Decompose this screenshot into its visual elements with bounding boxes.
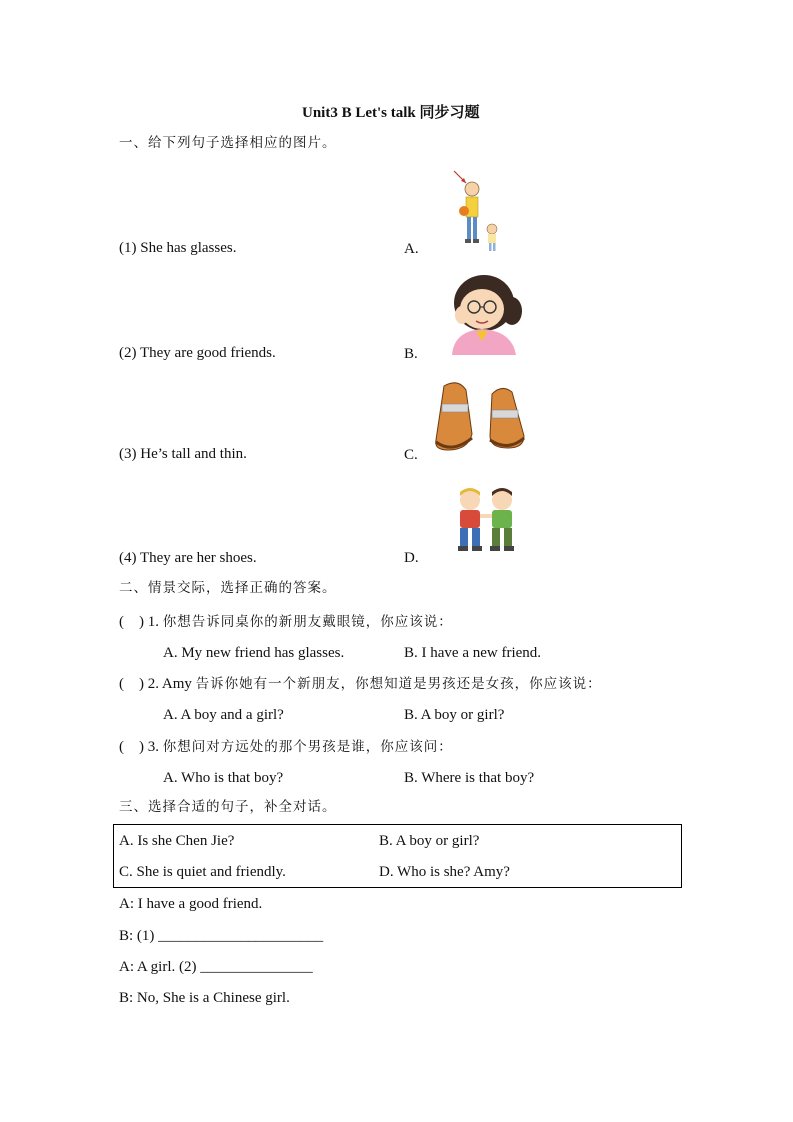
- question-2-prefix: ( ) 2. Amy: [119, 676, 196, 692]
- section3-heading: 三、选择合适的句子，补全对话。: [119, 799, 337, 815]
- question-2-option-a: A. A boy and a girl?: [163, 707, 284, 723]
- sentence-1: (1) She has glasses.: [119, 240, 237, 256]
- shoes-icon: [428, 374, 530, 456]
- option-a-label: A.: [404, 241, 419, 257]
- section2-heading: 二、情景交际，选择正确的答案。: [119, 580, 337, 596]
- dialogue-line-1: A: I have a good friend.: [119, 896, 263, 912]
- question-1-option-a: A. My new friend has glasses.: [163, 645, 345, 661]
- tall-thin-boy-icon: [448, 169, 504, 255]
- option-c-label: C.: [404, 447, 418, 463]
- choice-c: C. She is quiet and friendly.: [119, 864, 286, 880]
- option-d-label: D.: [404, 550, 419, 566]
- question-1-prefix: ( ) 1.: [119, 614, 163, 630]
- choice-b: B. A boy or girl?: [379, 833, 480, 849]
- dialogue-line-2: B: (1) ______________________: [119, 928, 324, 944]
- two-friends-icon: [448, 486, 524, 554]
- question-1-option-b: B. I have a new friend.: [404, 645, 542, 661]
- choice-d: D. Who is she? Amy?: [379, 864, 510, 880]
- choice-a: A. Is she Chen Jie?: [119, 833, 235, 849]
- question-3-text: 你想问对方远处的那个男孩是谁，你应该问：: [162, 739, 453, 755]
- question-1-text: 你想告诉同桌你的新朋友戴眼镜，你应该说：: [162, 614, 453, 630]
- option-b-label: B.: [404, 346, 418, 362]
- question-2: [119, 677, 602, 692]
- page-title: Unit3 B Let's talk 同步习题: [302, 105, 480, 121]
- question-2-text: 告诉你她有一个新朋友，你想知道是男孩还是女孩，你应该说：: [195, 676, 602, 692]
- sentence-3: (3) He’s tall and thin.: [119, 446, 247, 462]
- question-3-option-b: B. Where is that boy?: [404, 770, 535, 786]
- question-2-option-b: B. A boy or girl?: [404, 707, 505, 723]
- sentence-4: (4) They are her shoes.: [119, 550, 257, 566]
- question-3-option-a: A. Who is that boy?: [163, 770, 284, 786]
- question-3-prefix: ( ) 3.: [119, 739, 163, 755]
- sentence-2: (2) They are good friends.: [119, 345, 276, 361]
- question-3: [119, 740, 453, 755]
- section1-heading: 一、给下列句子选择相应的图片。: [119, 135, 337, 151]
- dialogue-line-4: B: No, She is a Chinese girl.: [119, 990, 290, 1006]
- question-1: [119, 615, 453, 630]
- girl-with-glasses-icon: [440, 267, 530, 355]
- dialogue-line-3: A: A girl. (2) _______________: [119, 959, 313, 975]
